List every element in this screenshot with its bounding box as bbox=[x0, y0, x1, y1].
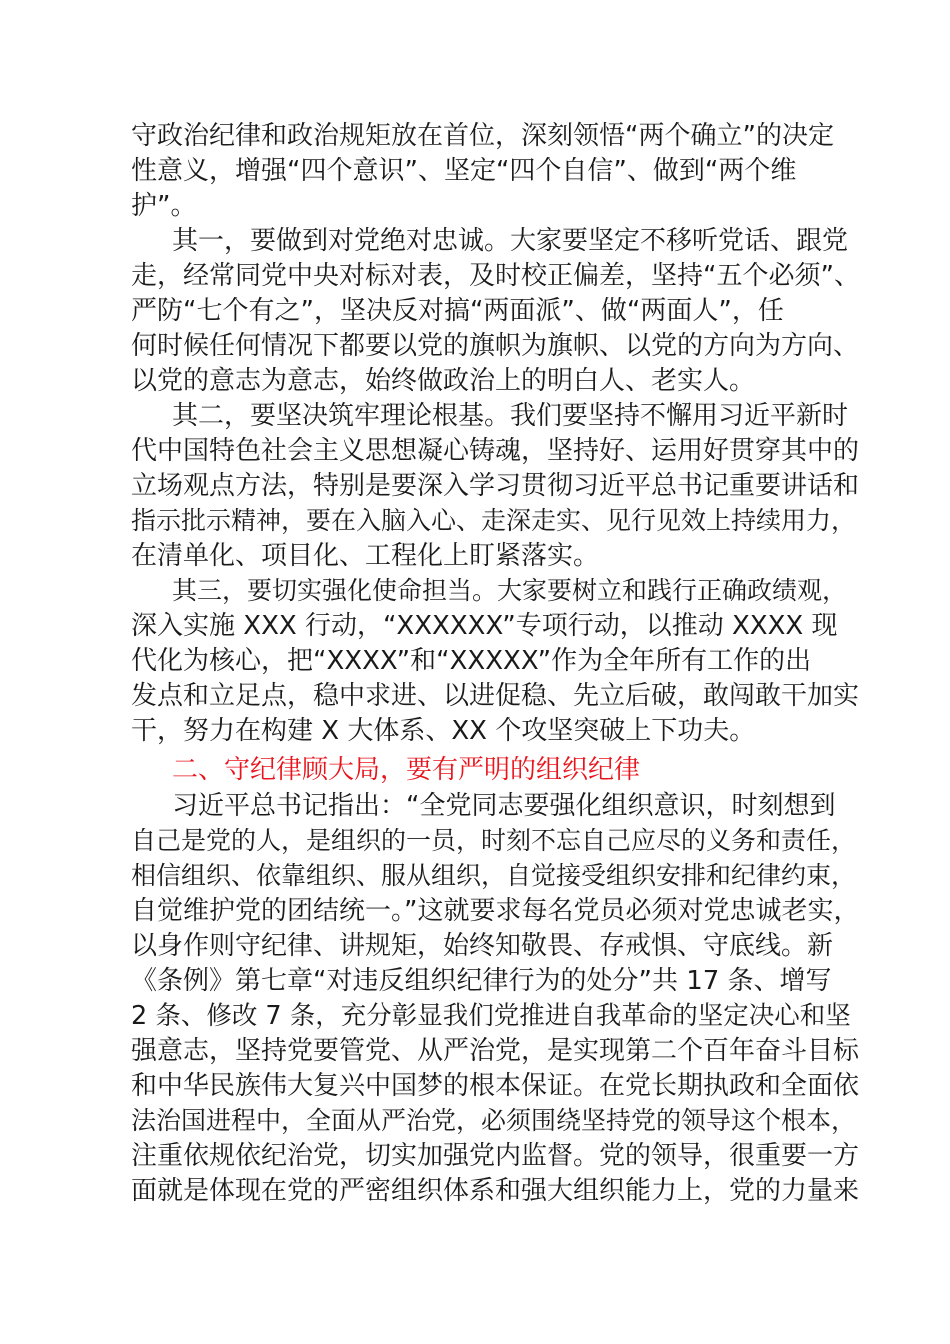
text-line: 以身作则守纪律、讲规矩，始终知敬畏、存戒惧、守底线。新 bbox=[131, 931, 834, 961]
text-line: 注重依规依纪治党，切实加强党内监督。党的领导，很重要一方 bbox=[131, 1141, 860, 1171]
text-line: 和中华民族伟大复兴中国梦的根本保证。在党长期执政和全面依 bbox=[131, 1071, 860, 1101]
text-line: 指示批示精神，要在入脑入心、走深走实、见行见效上持续用力， bbox=[131, 506, 857, 535]
text-line: 法治国进程中，全面从严治党，必须围绕坚持党的领导这个根本， bbox=[131, 1106, 857, 1135]
text-line: 走，经常同党中央对标对表，及时校正偏差，坚持“五个必须”、 bbox=[131, 261, 860, 291]
paragraph-start-line: 其一，要做到对党绝对忠诚。大家要坚定不移听党话、跟党 bbox=[172, 226, 849, 256]
text-line: 发点和立足点，稳中求进、以进促稳、先立后破，敢闯敢干加实 bbox=[131, 681, 860, 711]
paragraph-start-line: 其二，要坚决筑牢理论根基。我们要坚持不懈用习近平新时 bbox=[172, 401, 849, 431]
paragraph-start-line: 习近平总书记指出：“全党同志要强化组织意识，时刻想到 bbox=[172, 791, 836, 821]
text-line: 强意志，坚持党要管党、从严治党，是实现第二个百年奋斗目标 bbox=[131, 1036, 860, 1066]
text-line: 以党的意志为意志，始终做政治上的明白人、老实人。 bbox=[131, 366, 756, 396]
text-line: 自觉维护党的团结统一。”这就要求每名党员必须对党忠诚老实， bbox=[131, 896, 860, 926]
text-line: 护”。 bbox=[131, 191, 197, 221]
text-line: 代化为核心，把“XXXX”和“XXXXX”作为全年所有工作的出 bbox=[131, 646, 812, 676]
text-line: 代中国特色社会主义思想凝心铸魂，坚持好、运用好贯穿其中的 bbox=[131, 436, 860, 466]
text-line: 何时候任何情况下都要以党的旗帜为旗帜、以党的方向为方向、 bbox=[131, 331, 860, 361]
paragraph-start-line: 其三，要切实强化使命担当。大家要树立和践行正确政绩观， bbox=[172, 576, 848, 605]
text-line: 严防“七个有之”，坚决反对搞“两面派”、做“两面人”，任 bbox=[131, 296, 784, 326]
section-heading: 二、守纪律顾大局，要有严明的组织纪律 bbox=[172, 755, 641, 785]
text-line: 面就是体现在党的严密组织体系和强大组织能力上，党的力量来 bbox=[131, 1176, 860, 1206]
text-line: 《条例》第七章“对违反组织纪律行为的处分”共 17 条、增写 bbox=[131, 966, 832, 996]
text-line: 性意义，增强“四个意识”、坚定“四个自信”、做到“两个维 bbox=[131, 156, 797, 186]
text-line: 自己是党的人，是组织的一员，时刻不忘自己应尽的义务和责任， bbox=[131, 826, 857, 855]
text-line: 守政治纪律和政治规矩放在首位，深刻领悟“两个确立”的决定 bbox=[131, 121, 834, 151]
text-line: 相信组织、依靠组织、服从组织，自觉接受组织安排和纪律约束， bbox=[131, 861, 857, 890]
text-line: 立场观点方法，特别是要深入学习贯彻习近平总书记重要讲话和 bbox=[131, 471, 860, 501]
text-line: 2 条、修改 7 条，充分彰显我们党推进自我革命的坚定决心和坚 bbox=[131, 1001, 851, 1031]
text-line: 在清单化、项目化、工程化上盯紧落实。 bbox=[131, 541, 600, 571]
text-line: 深入实施 XXX 行动，“XXXXXX”专项行动，以推动 XXXX 现 bbox=[131, 611, 838, 641]
text-line: 干，努力在构建 X 大体系、XX 个攻坚突破上下功夫。 bbox=[131, 716, 756, 746]
